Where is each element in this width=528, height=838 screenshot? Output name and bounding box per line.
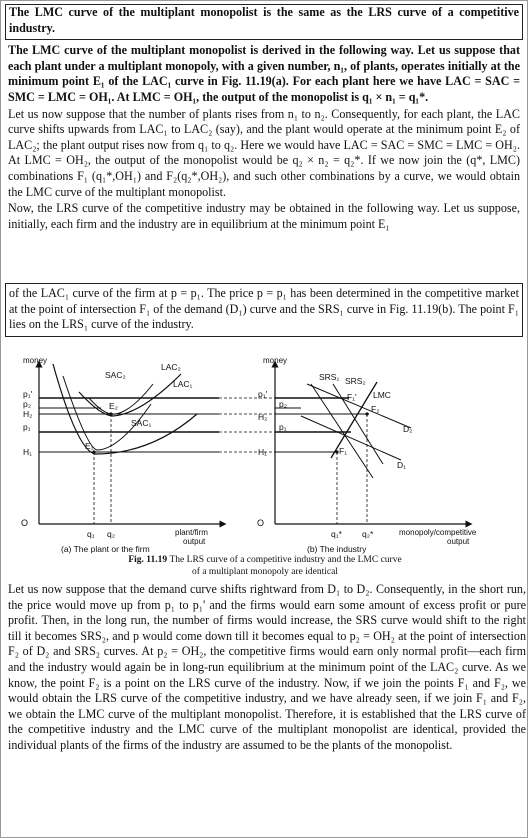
label-LMC: LMC [373, 390, 391, 400]
label-D2: D₂ [403, 424, 413, 434]
label-SAC1: SAC₁ [131, 418, 152, 428]
y-axis-label-a: money [23, 356, 48, 365]
paragraph-4: Let us now suppose that the demand curve shifts rightward from D₁ to D₂. Consequently, in the short run, the price would move up from p₁ to p₁' and the firms would earn some amount of excess profit or pure profit. Then, in the long run, the number of firms would increase, the SRS curve would shift to the right till it becomes SRS₂, and p would come down till it becomes equal to p₂ = OH₂ at the point of intersection F₂ of D₂ and SRS₂ curves. At p₂ = OH₂, the competitive firms would earn only normal profit—each firm and the industry would again be in long-run equilibrium at the minimum point of the LAC₂ curve. As we know, the point F₂ is a point on the LRS curve of the industry. Now, if we join the points F₁ and F₂, we would obtain the LRS curve of the competitive industry, and we have already seen, if we join F₁ and F₂, we obtain the LMC curve of the multiplant monopolist. Therefore, it is established that the LRS curve of the competitive industry and the LMC curve of the multiplant monopolist are identical, provided the individual plants of the firms of the industry are assumed to be the plants of the monopolist. [8, 582, 526, 752]
origin-a: O [21, 518, 29, 528]
caption-line-2: of a multiplant monopoly are identical [192, 567, 338, 577]
label-F1p: F₁' [347, 392, 357, 402]
LAC2-curve [79, 374, 181, 416]
label-D1: D₁ [397, 460, 407, 470]
label-SAC2: SAC₂ [105, 370, 126, 380]
label-p1-b: p₁ [279, 422, 287, 432]
origin-b: O [257, 518, 265, 528]
label-F2: F₂ [371, 404, 380, 414]
x-axis-label-b-2: output [447, 537, 470, 546]
label-H1-a: H₁ [23, 447, 33, 457]
lower-box [5, 283, 523, 337]
y-axis-label-b: money [263, 356, 288, 365]
panel-a [21, 356, 223, 554]
point-F2 [365, 412, 368, 415]
subtitle-a: (a) The plant or the firm [61, 544, 150, 554]
connectors [219, 398, 275, 452]
label-E2: E₂ [109, 401, 118, 411]
label-SRS2: SRS₂ [345, 376, 366, 386]
label-SRS1: SRS₁ [319, 372, 340, 382]
x-axis-label-a-1: plant/firm [175, 528, 208, 537]
label-p1p-a: p₁' [23, 389, 33, 399]
label-p1p-b: p₁' [258, 389, 268, 399]
x-axis-label-a-2: output [183, 537, 206, 546]
statement: The LMC curve of the multiplant monopolist is the same as the LRS curve of a competitive industry. [9, 5, 519, 35]
label-q2s: q₂* [362, 529, 374, 539]
upper-text [5, 4, 523, 232]
label-p2-b: p₂ [279, 399, 288, 409]
subtitle-b: (b) The industry [307, 544, 367, 554]
label-p2-a: p₂ [23, 399, 32, 409]
point-F1 [335, 450, 338, 453]
x-axis-label-b-1: monopoly/competitive [399, 528, 477, 537]
paragraph-2: Let us now suppose that the number of plants rises from n₁ to n₂. Consequently, for each plant, the LAC curve shifts upwards from LAC₁ to LAC₂ (say), and the plant would operate at the minimum point E₂ of LAC₂; the plant output rises now from q₁ to q₂. Here we would have LAC = SAC = SMC = LMC = OH₂. At LMC = OH₂, the output of the monopolist would be q₂ × n₂ = q₂*. If we now join the (q*, LMC) combinations F₁ (q₁*,OH₁) and F₂(q₂*,OH₂), and such other combinations by a curve, we would obtain the LMC curve of the multiplant monopolist. [8, 106, 520, 199]
label-q2: q₂ [107, 529, 116, 539]
lower-text [5, 582, 528, 754]
figure-caption [1, 554, 528, 578]
point-E1 [92, 450, 95, 453]
point-E2 [109, 412, 112, 415]
label-H2-b: H₂ [258, 412, 268, 422]
paragraph-1: The LMC curve of the multiplant monopolist is derived in the following way. Let us suppose that each plant under a multiplant monopoly, with a given number, n₁, of plants, operates initially at the minimum point E₁ of the LAC₁ curve in Fig. 11.19(a). For each plant here we have LAC = SAC = SMC = LMC = OH₁. At LMC = OH₁, the output of the monopolist is q₁ × n₁ = q₁*. [8, 43, 520, 104]
caption-number: Fig. 11.19 [128, 555, 168, 565]
paragraph-3b: of the LAC₁ curve of the firm at p = p₁. The price p = p₁ has been determined in the competitive market at the point of intersection F₁ of the demand (D₁) curve and the SRS₁ curve in Fig. 11.19(b). The point F₁ lies on the LRS₁ curve of the industry. [9, 286, 519, 332]
label-E1: E₁ [85, 441, 94, 451]
label-q1s: q₁* [331, 529, 342, 539]
caption-text: The LRS curve of a competitive industry and the LMC curve [169, 555, 402, 565]
D2-curve [307, 384, 411, 428]
label-H1-b: H₁ [258, 447, 268, 457]
paragraph-3a: Now, the LRS curve of the competitive industry may be obtained in the following way. Let us suppose, initially, each firm and the industry are in equilibrium at the minimum point E₁ [8, 201, 520, 231]
label-p1-a: p₁ [23, 422, 31, 432]
label-q1: q₁ [87, 529, 95, 539]
label-LAC2: LAC₂ [161, 362, 181, 372]
label-LAC1: LAC₁ [173, 379, 193, 389]
panel-b [257, 356, 477, 554]
D1-curve [301, 416, 401, 460]
label-H2-a: H₂ [23, 409, 33, 419]
statement-box [5, 4, 523, 40]
label-F1: F₁ [339, 446, 348, 456]
